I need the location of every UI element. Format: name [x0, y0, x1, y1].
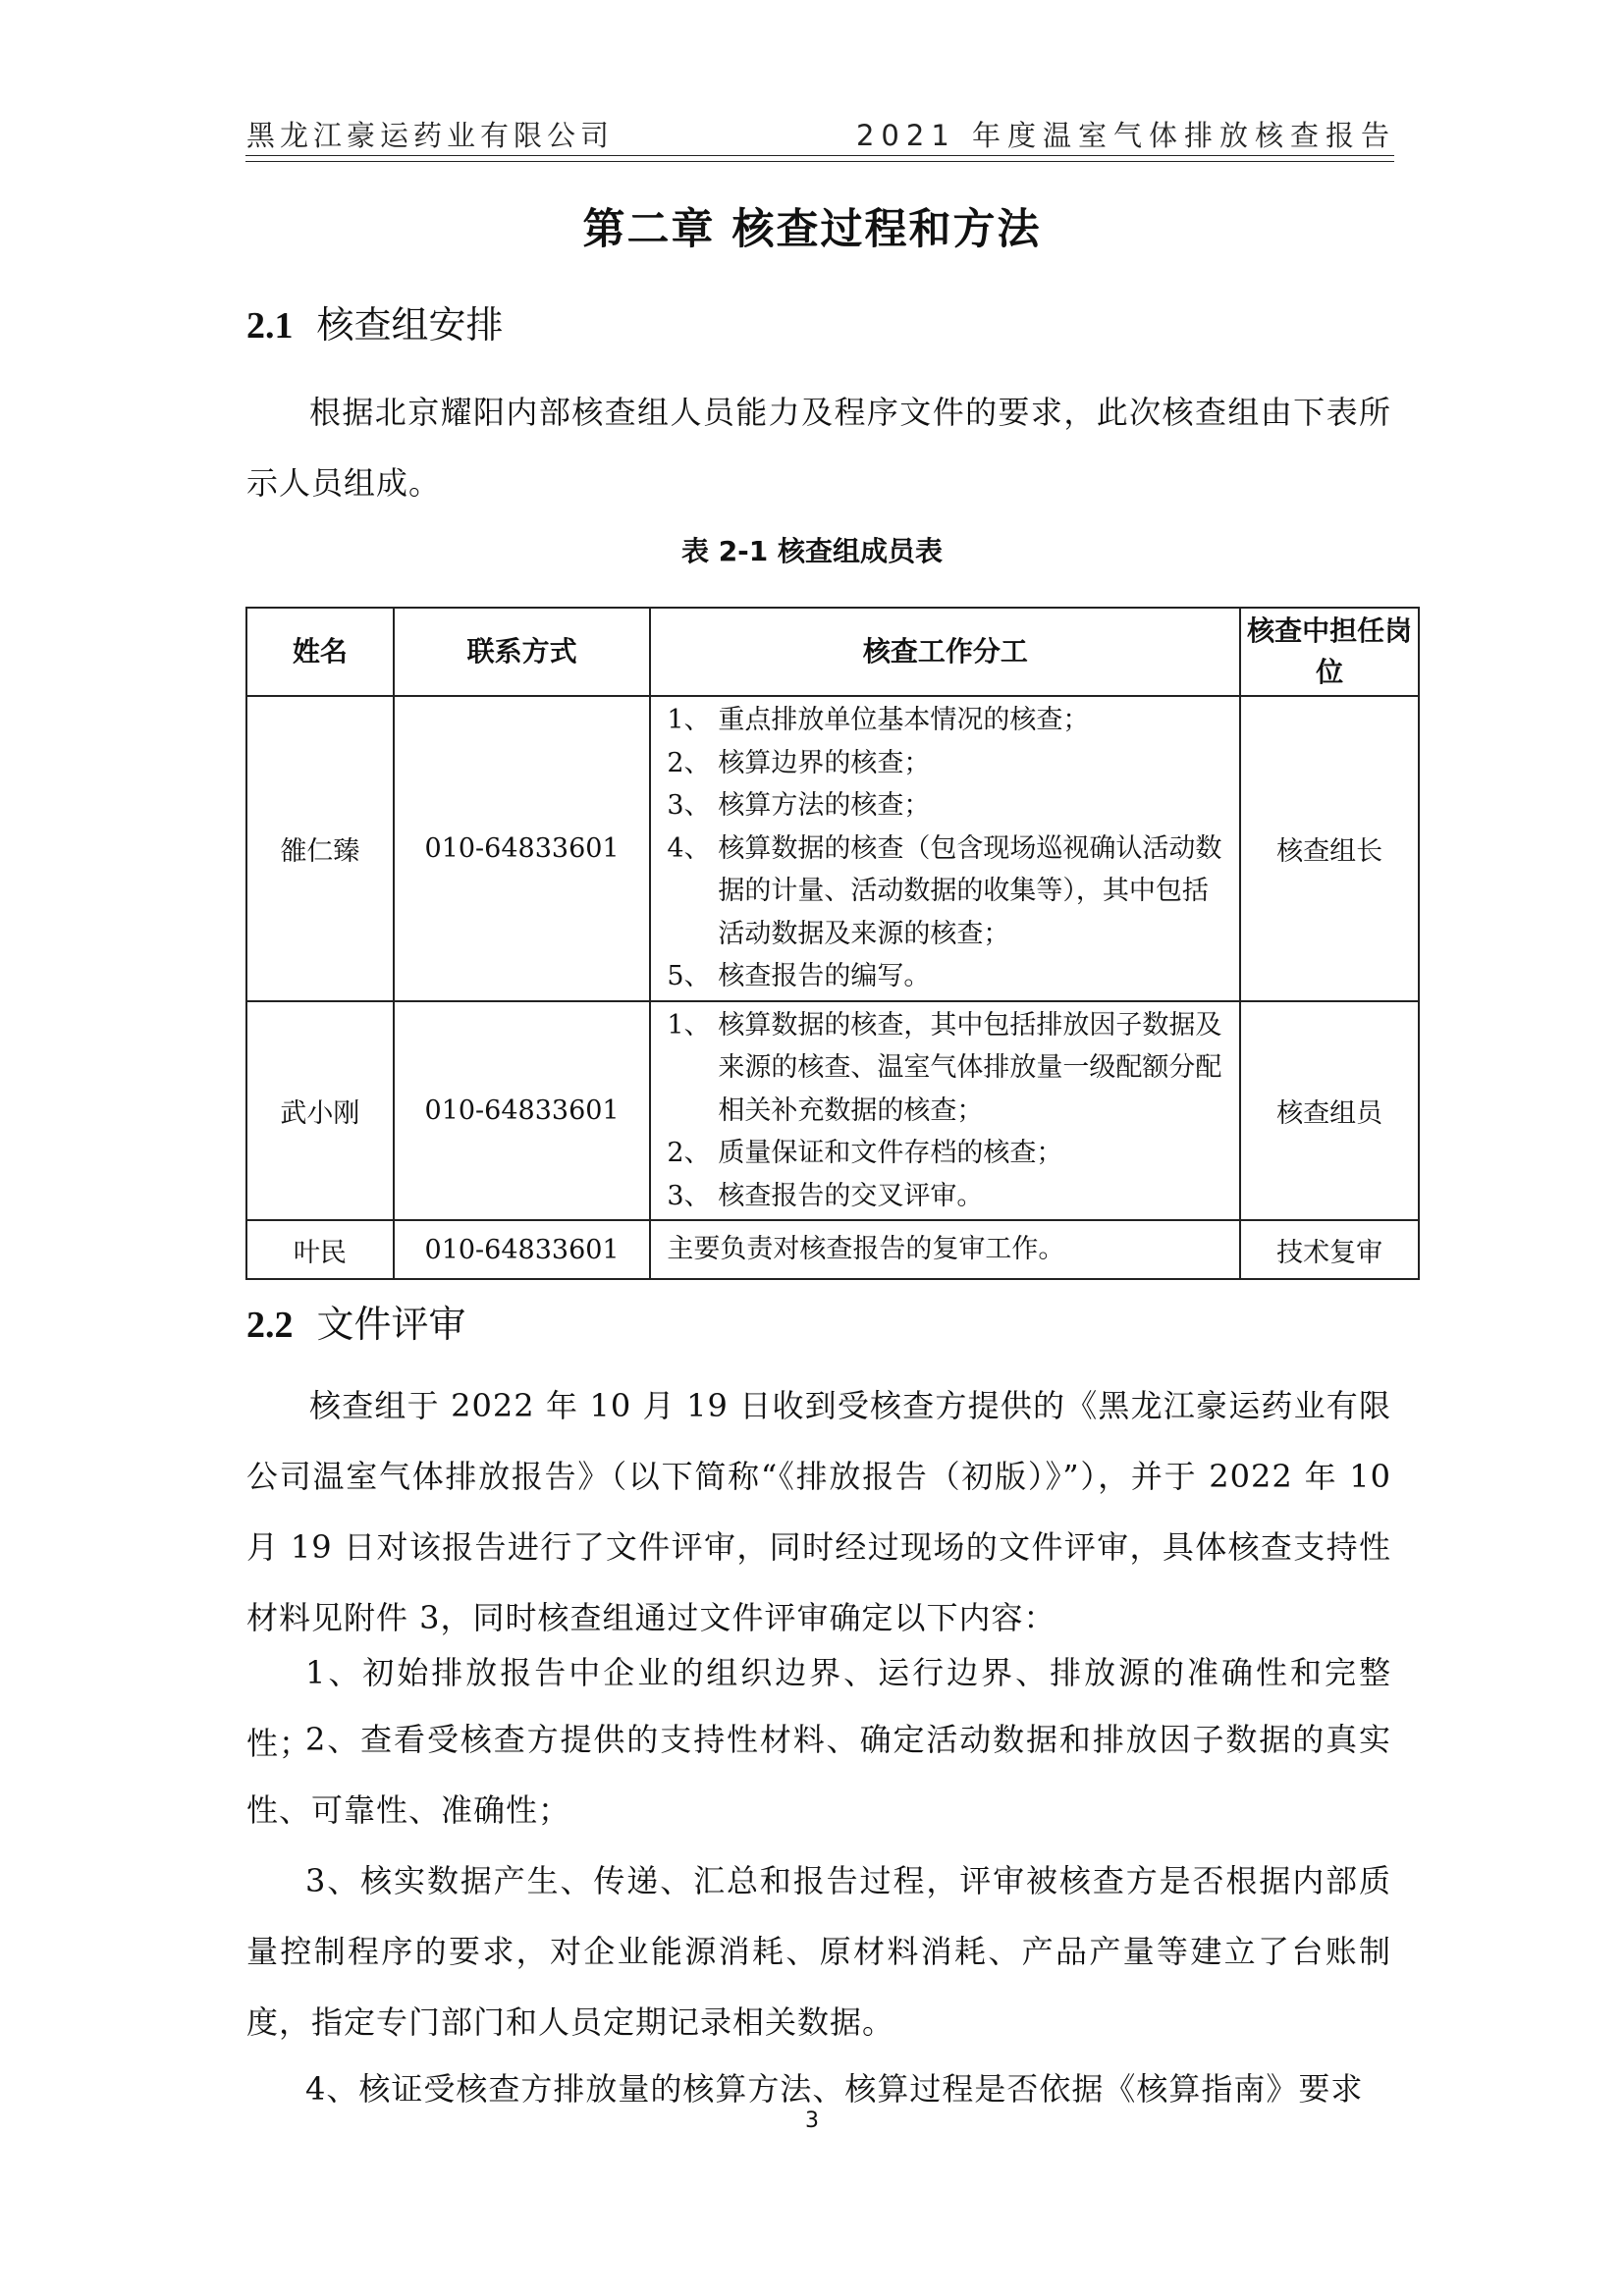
- member-name: 叶民: [246, 1220, 394, 1279]
- section-heading-2-2: [246, 1294, 466, 1348]
- section-title: 核查组安排: [316, 303, 504, 347]
- section-number: 2.1: [246, 305, 294, 347]
- duty-item: 3、 核算方法的核查；: [667, 790, 931, 821]
- section-number: 2.2: [246, 1305, 294, 1346]
- header-report-title: 2021 年度温室气体排放核查报告: [855, 119, 1396, 152]
- table-row: [246, 1001, 1419, 1221]
- section-2-2-paragraph: 核查组于 2022 年 10 月 19 日收到受核查方提供的《黑龙江豪运药业有限公司温室气体排放报告》（以下简称“《排放报告（初版）》”），并于 2022 年 10 月 19 日对该报告进行了文件评审，同时经过现场的文件评审，具体核查支持性材料见附件 3，同时核查组通过文件评审确定以下内容：: [246, 1387, 1391, 1636]
- section-title: 文件评审: [316, 1303, 466, 1346]
- duty-item: 5、 核查报告的编写。: [667, 961, 931, 991]
- member-duties: [650, 696, 1240, 1001]
- duty-item: 1、 核算数据的核查，其中包括排放因子数据及来源的核查、温室气体排放量一级配额分配相关补充数据的核查；: [667, 1009, 1222, 1126]
- duty-item: 1、 重点排放单位基本情况的核查；: [667, 705, 1090, 735]
- member-contact: 010-64833601: [394, 696, 651, 1001]
- table-caption: 表 2-1 核查组成员表: [680, 535, 944, 567]
- list-item: 1、初始排放报告中企业的组织边界、运行边界、排放源的准确性和完整性；: [246, 1654, 1391, 1762]
- duty-item: 2、 核算边界的核查；: [667, 747, 931, 778]
- header-company: 黑龙江豪运药业有限公司: [246, 119, 615, 152]
- chapter-title: 第二章 核查过程和方法: [582, 205, 1042, 254]
- duty-item: 3、 核查报告的交叉评审。: [667, 1180, 984, 1211]
- page-number: 3: [805, 2109, 819, 2133]
- member-role: 技术复审: [1240, 1220, 1419, 1279]
- member-name: 武小刚: [246, 1001, 394, 1221]
- table-row: [246, 696, 1419, 1001]
- table-row: [246, 1220, 1419, 1279]
- list-item: 3、核实数据产生、传递、汇总和报告过程，评审被核查方是否根据内部质量控制程序的要求，对企业能源消耗、原材料消耗、产品产量等建立了台账制度，指定专门部门和人员定期记录相关数据。: [246, 1862, 1391, 2041]
- member-contact: 010-64833601: [394, 1220, 651, 1279]
- member-name: 雒仁臻: [246, 696, 394, 1001]
- member-role: 核查组员: [1240, 1001, 1419, 1221]
- member-duties: [650, 1001, 1240, 1221]
- header-contact: 联系方式: [394, 608, 651, 696]
- member-contact: 010-64833601: [394, 1001, 651, 1221]
- duty-item: 2、 质量保证和文件存档的核查；: [667, 1138, 1063, 1168]
- member-role: 核查组长: [1240, 696, 1419, 1001]
- header-rule: [245, 155, 1394, 156]
- member-duties: [650, 1220, 1240, 1279]
- table-header-row: [246, 608, 1419, 696]
- team-table: [245, 607, 1420, 1280]
- list-item: 2、查看受核查方提供的支持性材料、确定活动数据和排放因子数据的真实性、可靠性、准确性；: [246, 1721, 1391, 1829]
- duty-item: 4、 核算数据的核查（包含现场巡视确认活动数据的计量、活动数据的收集等），其中包括活动数据及来源的核查；: [667, 832, 1222, 949]
- header-rule-thin: [245, 161, 1394, 162]
- header-role: 核查中担任岗位: [1240, 608, 1419, 696]
- section-heading-2-1: [246, 294, 504, 348]
- list-item: 4、核证受核查方排放量的核算方法、核算过程是否依据《核算指南》要求: [305, 2070, 1364, 2108]
- header-name: 姓名: [246, 608, 394, 696]
- section-2-1-paragraph: 根据北京耀阳内部核查组人员能力及程序文件的要求，此次核查组由下表所示人员组成。: [246, 394, 1391, 502]
- duty-item: 主要负责对核查报告的复审工作。: [667, 1234, 1065, 1265]
- header-duties: 核查工作分工: [650, 608, 1240, 696]
